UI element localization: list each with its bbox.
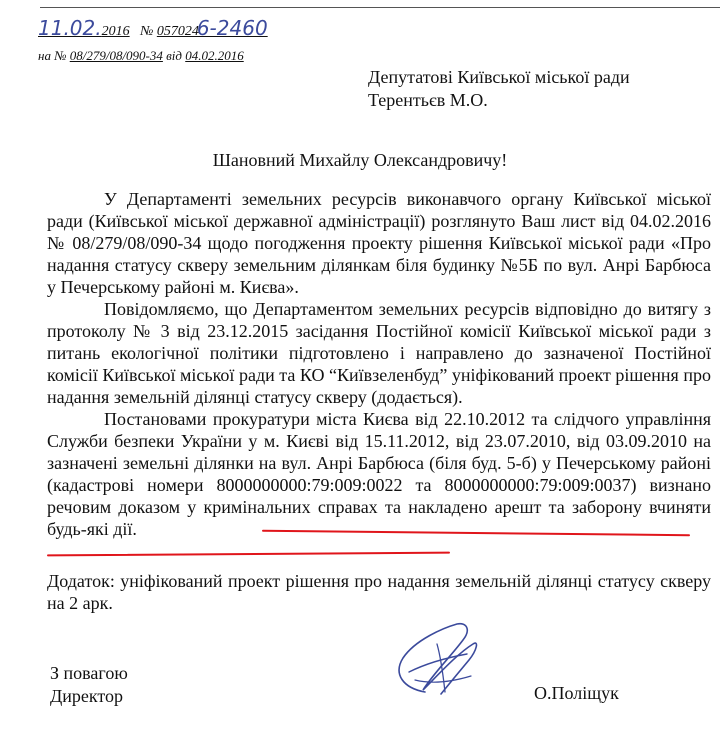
letter-body [47, 188, 711, 540]
signer-name: О.Поліщук [534, 683, 619, 703]
reference-number: 08/279/08/090-34 [69, 48, 163, 63]
paragraph-3: Постановами прокуратури міста Києва від 22.10.2012 та слідчого управління Служби безпеки України у м. Києві від 15.11.2012, від 23.07.2010, від 03.09.2010 на зазначені земельні ділянки на вул. Анрі Барбюса (біля буд. 5-б) у Печерському районі (кадастрові номери 8000000000:79:009:0022 та 8000000000:79:009:0037) визнано речовим доказом у кримінальних справах та накладено арешт та заборону вчиняти будь-які дії. [47, 409, 711, 539]
red-underline-2 [47, 552, 450, 557]
reference-date: 04.02.2016 [185, 48, 244, 63]
closing-regards: З повагою [50, 663, 128, 683]
number-prefix: 057024 [156, 24, 199, 39]
addressee-position: Депутатові Київської міської ради [368, 67, 630, 87]
registration-line [38, 16, 268, 40]
registration-date [38, 16, 130, 40]
salutation: Шановний Михайлу Олександровичу! [212, 150, 508, 170]
handwritten-signature [385, 614, 485, 704]
reference-line [38, 48, 244, 64]
cropped-letterhead-line [40, 0, 720, 8]
paragraph-2: Повідомляємо, що Департаментом земельних ресурсів відповідно до витягу з протоколу № 3 від 23.12.2015 засідання Постійної комісії Київської міської ради з питань екологічної політики підготовлено і направлено до зазначеної Постійної комісії Київської міської ради та КО “Київзеленбуд” уніфікований проект рішення про надання земельній ділянці статусу скверу (додається). [47, 299, 711, 407]
paragraph-1: У Департаменті земельних ресурсів виконавчого органу Київської міської ради (Київської міської державної адміністрації) розглянуто Ваш лист від 04.02.2016 № 08/279/08/090-34 щодо погодження проекту рішення Київської міської ради «Про надання статусу скверу земельним ділянкам біля будинку №5Б по вул. Анрі Барбюса у Печерському районі м. Києва». [47, 189, 711, 297]
registration-year: 2016 [101, 24, 130, 39]
addressee-block [368, 66, 630, 112]
handwritten-date: 11.02. [38, 16, 102, 40]
registration-number [156, 16, 268, 40]
reference-prefix: на № [38, 48, 67, 63]
closing-position: Директор [50, 686, 124, 706]
addressee-name: Терентьєв М.О. [368, 90, 488, 110]
number-symbol: № [140, 24, 154, 39]
handwritten-number: 6-2460 [196, 16, 268, 40]
reference-from: від [166, 48, 182, 63]
attachment-note: Додаток: уніфікований проект рішення про надання земельній ділянці статусу скверу на 2 арк. [47, 571, 711, 613]
